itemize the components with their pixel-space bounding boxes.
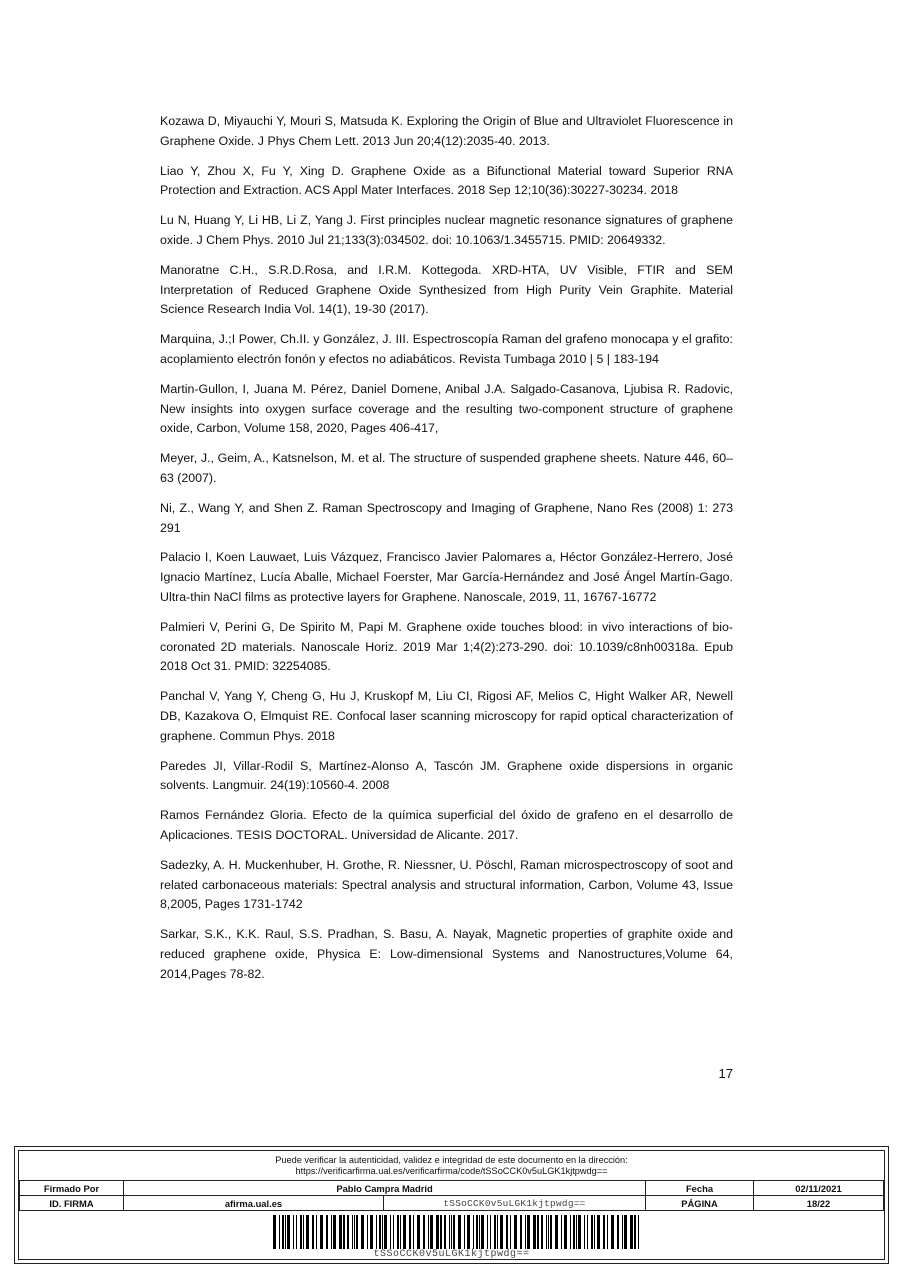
barcode-bar: [603, 1215, 605, 1249]
barcode-bar: [333, 1215, 336, 1249]
barcode-bar: [624, 1215, 627, 1249]
barcode-bar: [413, 1215, 414, 1249]
id-code: tSSoCCK0v5uLGK1kjtpwdg==: [384, 1196, 646, 1211]
barcode-bar: [506, 1215, 508, 1249]
barcode-bar: [451, 1215, 452, 1249]
barcode-bar: [339, 1215, 342, 1249]
signature-table: [19, 1180, 884, 1211]
barcode-bar: [285, 1215, 286, 1249]
barcode-bar: [444, 1215, 446, 1249]
barcode-bar: [293, 1215, 294, 1249]
barcode-bar: [436, 1215, 439, 1249]
barcode-bar: [537, 1215, 539, 1249]
barcode-bar: [597, 1215, 600, 1249]
barcode-bar: [440, 1215, 442, 1249]
barcode-bar: [393, 1215, 394, 1249]
barcode-bar: [479, 1215, 480, 1249]
barcode-bar: [548, 1215, 549, 1249]
barcode-bar: [546, 1215, 547, 1249]
barcode-bar: [409, 1215, 411, 1249]
reference-item: Liao Y, Zhou X, Fu Y, Xing D. Graphene Oxide as a Bifunctional Material toward Superior RNA Protection and Extraction. ACS Appl Mater Interfaces. 2018 Sep 12;10(36):30227-30234. 2018: [160, 163, 733, 198]
barcode-bar: [564, 1215, 567, 1249]
barcode-bar: [584, 1215, 585, 1249]
barcode-bar: [273, 1215, 276, 1249]
barcode-bar: [622, 1215, 623, 1249]
barcode-bar: [382, 1215, 383, 1249]
barcode-bar: [417, 1215, 420, 1249]
barcode-bar: [458, 1215, 461, 1249]
barcode-bar: [403, 1215, 406, 1249]
barcode-bar: [423, 1215, 425, 1249]
page-label: PÁGINA: [646, 1196, 754, 1211]
barcode-bar: [500, 1215, 503, 1249]
barcode-bar: [494, 1215, 496, 1249]
reference-item: Kozawa D, Miyauchi Y, Mouri S, Matsuda K. Exploring the Origin of Blue and Ultraviolet Fluorescence in Graphene Oxide. J Phys Chem Lett. 2013 Jun 20;4(12):2035-40. 2013.: [160, 114, 733, 148]
barcode-bar: [467, 1215, 470, 1249]
barcode-bar: [352, 1215, 353, 1249]
barcode-bar: [533, 1215, 536, 1249]
barcode-bar: [550, 1215, 552, 1249]
barcode-bar: [464, 1215, 465, 1249]
barcode-bar: [570, 1215, 571, 1249]
barcode-image: [273, 1215, 639, 1249]
barcode-bar: [361, 1215, 364, 1249]
barcode-bar: [300, 1215, 302, 1249]
barcode-bar: [331, 1215, 332, 1249]
reference-item: Sarkar, S.K., K.K. Raul, S.S. Pradhan, S. Basu, A. Nayak, Magnetic properties of graphite oxide and reduced graphene oxide, Physica E: Low-dimensional Systems and Nanostructures,Volume 64, 2014,Pages 78-82.: [160, 927, 733, 981]
barcode-bar: [561, 1215, 562, 1249]
barcode-bar: [316, 1215, 317, 1249]
reference-item: Sadezky, A. H. Muckenhuber, H. Grothe, R. Niessner, U. Pöschl, Raman microspectroscopy of soot and related carbonaceous materials: Spectral analysis and structural information, Carbon, Volume 43, Issue 8,2005, Pages 1731-1742: [160, 857, 733, 912]
barcode-bar: [573, 1215, 575, 1249]
signed-by-value: Pablo Campra Madrid: [124, 1181, 646, 1196]
page-value: 18/22: [754, 1196, 884, 1211]
barcode-area: [19, 1213, 884, 1261]
date-value: 02/11/2021: [754, 1181, 884, 1196]
barcode-bar: [527, 1215, 530, 1249]
signature-row-id: [20, 1196, 884, 1211]
barcode-bar: [449, 1215, 450, 1249]
barcode-bar: [487, 1215, 488, 1249]
barcode-bar: [428, 1215, 429, 1249]
barcode-bar: [347, 1215, 349, 1249]
barcode-bar: [638, 1215, 639, 1249]
barcode-bar: [400, 1215, 401, 1249]
reference-item: Palacio I, Koen Lauwaet, Luis Vázquez, Francisco Javier Palomares a, Héctor González-Herrero, José Ignacio Martínez, Lucía Aballe, Michael Foerster, Mar García-Hernández and José Ángel Martín-Gago. Ultra-thin NaCl films as protective layers for Graphene. Nanoscale, 2019, 11, 16767-16772: [160, 550, 733, 604]
barcode-bar: [326, 1215, 328, 1249]
signed-by-label: Firmado Por: [20, 1181, 124, 1196]
verification-text: Puede verificar la autenticidad, validez e integridad de este documento en la dirección:: [275, 1155, 628, 1165]
barcode-bar: [370, 1215, 373, 1249]
barcode-bar: [497, 1215, 498, 1249]
barcode-bar: [320, 1215, 323, 1249]
barcode-bar: [430, 1215, 433, 1249]
barcode-bar: [303, 1215, 304, 1249]
barcode-bar: [525, 1215, 526, 1249]
barcode-bar: [591, 1215, 593, 1249]
reference-item: Marquina, J.;I Power, Ch.II. y González, J. III. Espectroscopía Raman del grafeno monocapa y el grafito: acoplamiento electrón fonón y efectos no adiabáticos. Revista Tumbaga 2010 | 5 | 183-194: [160, 332, 733, 366]
barcode-bar: [481, 1215, 484, 1249]
barcode-bar: [634, 1215, 636, 1249]
barcode-bar: [343, 1215, 345, 1249]
barcode-bar: [490, 1215, 491, 1249]
verification-url[interactable]: https://verificarfirma.ual.es/verificarfirma/code/tSSoCCK0v5uLGK1kjtpwdg==: [295, 1166, 608, 1176]
reference-item: Ramos Fernández Gloria. Efecto de la química superficial del óxido de grafeno en el desarrollo de Aplicaciones. TESIS DOCTORAL. Universidad de Alicante. 2017.: [160, 808, 733, 842]
barcode-bar: [473, 1215, 474, 1249]
reference-item: Paredes JI, Villar-Rodil S, Martínez-Alonso A, Tascón JM. Graphene oxide dispersions in organic solvents. Langmuir. 24(19):10560-4. 2008: [160, 758, 733, 793]
barcode-bar: [594, 1215, 595, 1249]
reference-item: Lu N, Huang Y, Li HB, Li Z, Yang J. First principles nuclear magnetic resonance signatures of graphene oxide. J Chem Phys. 2010 Jul 21;133(3):034502. doi: 10.1063/1.3455715. PMID: 20649332.: [160, 213, 733, 247]
reference-item: Ni, Z., Wang Y, and Shen Z. Raman Spectroscopy and Imaging of Graphene, Nano Res (2008) 1: 273 291: [160, 500, 733, 535]
signature-inner-frame: [18, 1150, 885, 1260]
barcode-bar: [453, 1215, 455, 1249]
id-host: afirma.ual.es: [124, 1196, 384, 1211]
barcode-bar: [390, 1215, 391, 1249]
barcode-bar: [367, 1215, 368, 1249]
signature-block: [14, 1146, 889, 1264]
reference-item: Martin-Gullon, I, Juana M. Pérez, Daniel Domene, Anibal J.A. Salgado-Casanova, Ljubisa R. Radovic, New insights into oxygen surface coverage and the resulting two-component structure of graphene oxide, Carbon, Volume 158, 2020, Pages 406-417,: [160, 381, 733, 436]
barcode-bar: [576, 1215, 577, 1249]
reference-item: Meyer, J., Geim, A., Katsnelson, M. et al. The structure of suspended graphene sheets. Nature 446, 60–63 (2007).: [160, 451, 733, 485]
barcode-bar: [510, 1215, 511, 1249]
barcode-bar: [587, 1215, 588, 1249]
barcode-bar: [514, 1215, 517, 1249]
barcode-bar: [376, 1215, 377, 1249]
barcode-bar: [520, 1215, 522, 1249]
barcode-text: tSSoCCK0v5uLGK1kjtpwdg==: [373, 1249, 530, 1260]
barcode-bar: [306, 1215, 309, 1249]
barcode-bar: [397, 1215, 399, 1249]
barcode-bar: [379, 1215, 381, 1249]
reference-list: [160, 112, 733, 994]
barcode-bar: [296, 1215, 297, 1249]
barcode-bar: [630, 1215, 633, 1249]
id-label: ID. FIRMA: [20, 1196, 124, 1211]
reference-item: Panchal V, Yang Y, Cheng G, Hu J, Kruskopf M, Liu CI, Rigosi AF, Melios C, Hight Walker AR, Newell DB, Kazakova O, Elmquist RE. Confocal laser scanning microscopy for rapid optical characterization of graphene. Commun Phys. 2018: [160, 689, 733, 743]
barcode-bar: [312, 1215, 314, 1249]
barcode-bar: [607, 1215, 608, 1249]
date-label: Fecha: [646, 1181, 754, 1196]
barcode-bar: [541, 1215, 543, 1249]
barcode-bar: [384, 1215, 387, 1249]
barcode-bar: [617, 1215, 619, 1249]
barcode-bar: [476, 1215, 478, 1249]
barcode-bar: [611, 1215, 614, 1249]
reference-item: Manoratne C.H., S.R.D.Rosa, and I.R.M. Kottegoda. XRD-HTA, UV Visible, FTIR and SEM Interpretation of Reduced Graphene Oxide Synthesized from High Purity Vein Graphite. Material Science Research India Vol. 14(1), 19-30 (2017).: [160, 262, 733, 317]
barcode-bar: [287, 1215, 290, 1249]
barcode-bar: [555, 1215, 558, 1249]
page-number: 17: [718, 1066, 733, 1081]
reference-item: Palmieri V, Perini G, De Spirito M, Papi M. Graphene oxide touches blood: in vivo interactions of bio-coronated 2D materials. Nanoscale Horiz. 2019 Mar 1;4(2):273-290. doi: 10.1039/c8nh00318a. Epub 2018 Oct 31. PMID: 32254085.: [160, 619, 733, 674]
barcode-bar: [282, 1215, 284, 1249]
signature-row-signer: [20, 1181, 884, 1196]
verification-notice: [19, 1151, 884, 1179]
barcode-bar: [578, 1215, 581, 1249]
barcode-bar: [354, 1215, 355, 1249]
barcode-bar: [356, 1215, 358, 1249]
barcode-bar: [279, 1215, 280, 1249]
